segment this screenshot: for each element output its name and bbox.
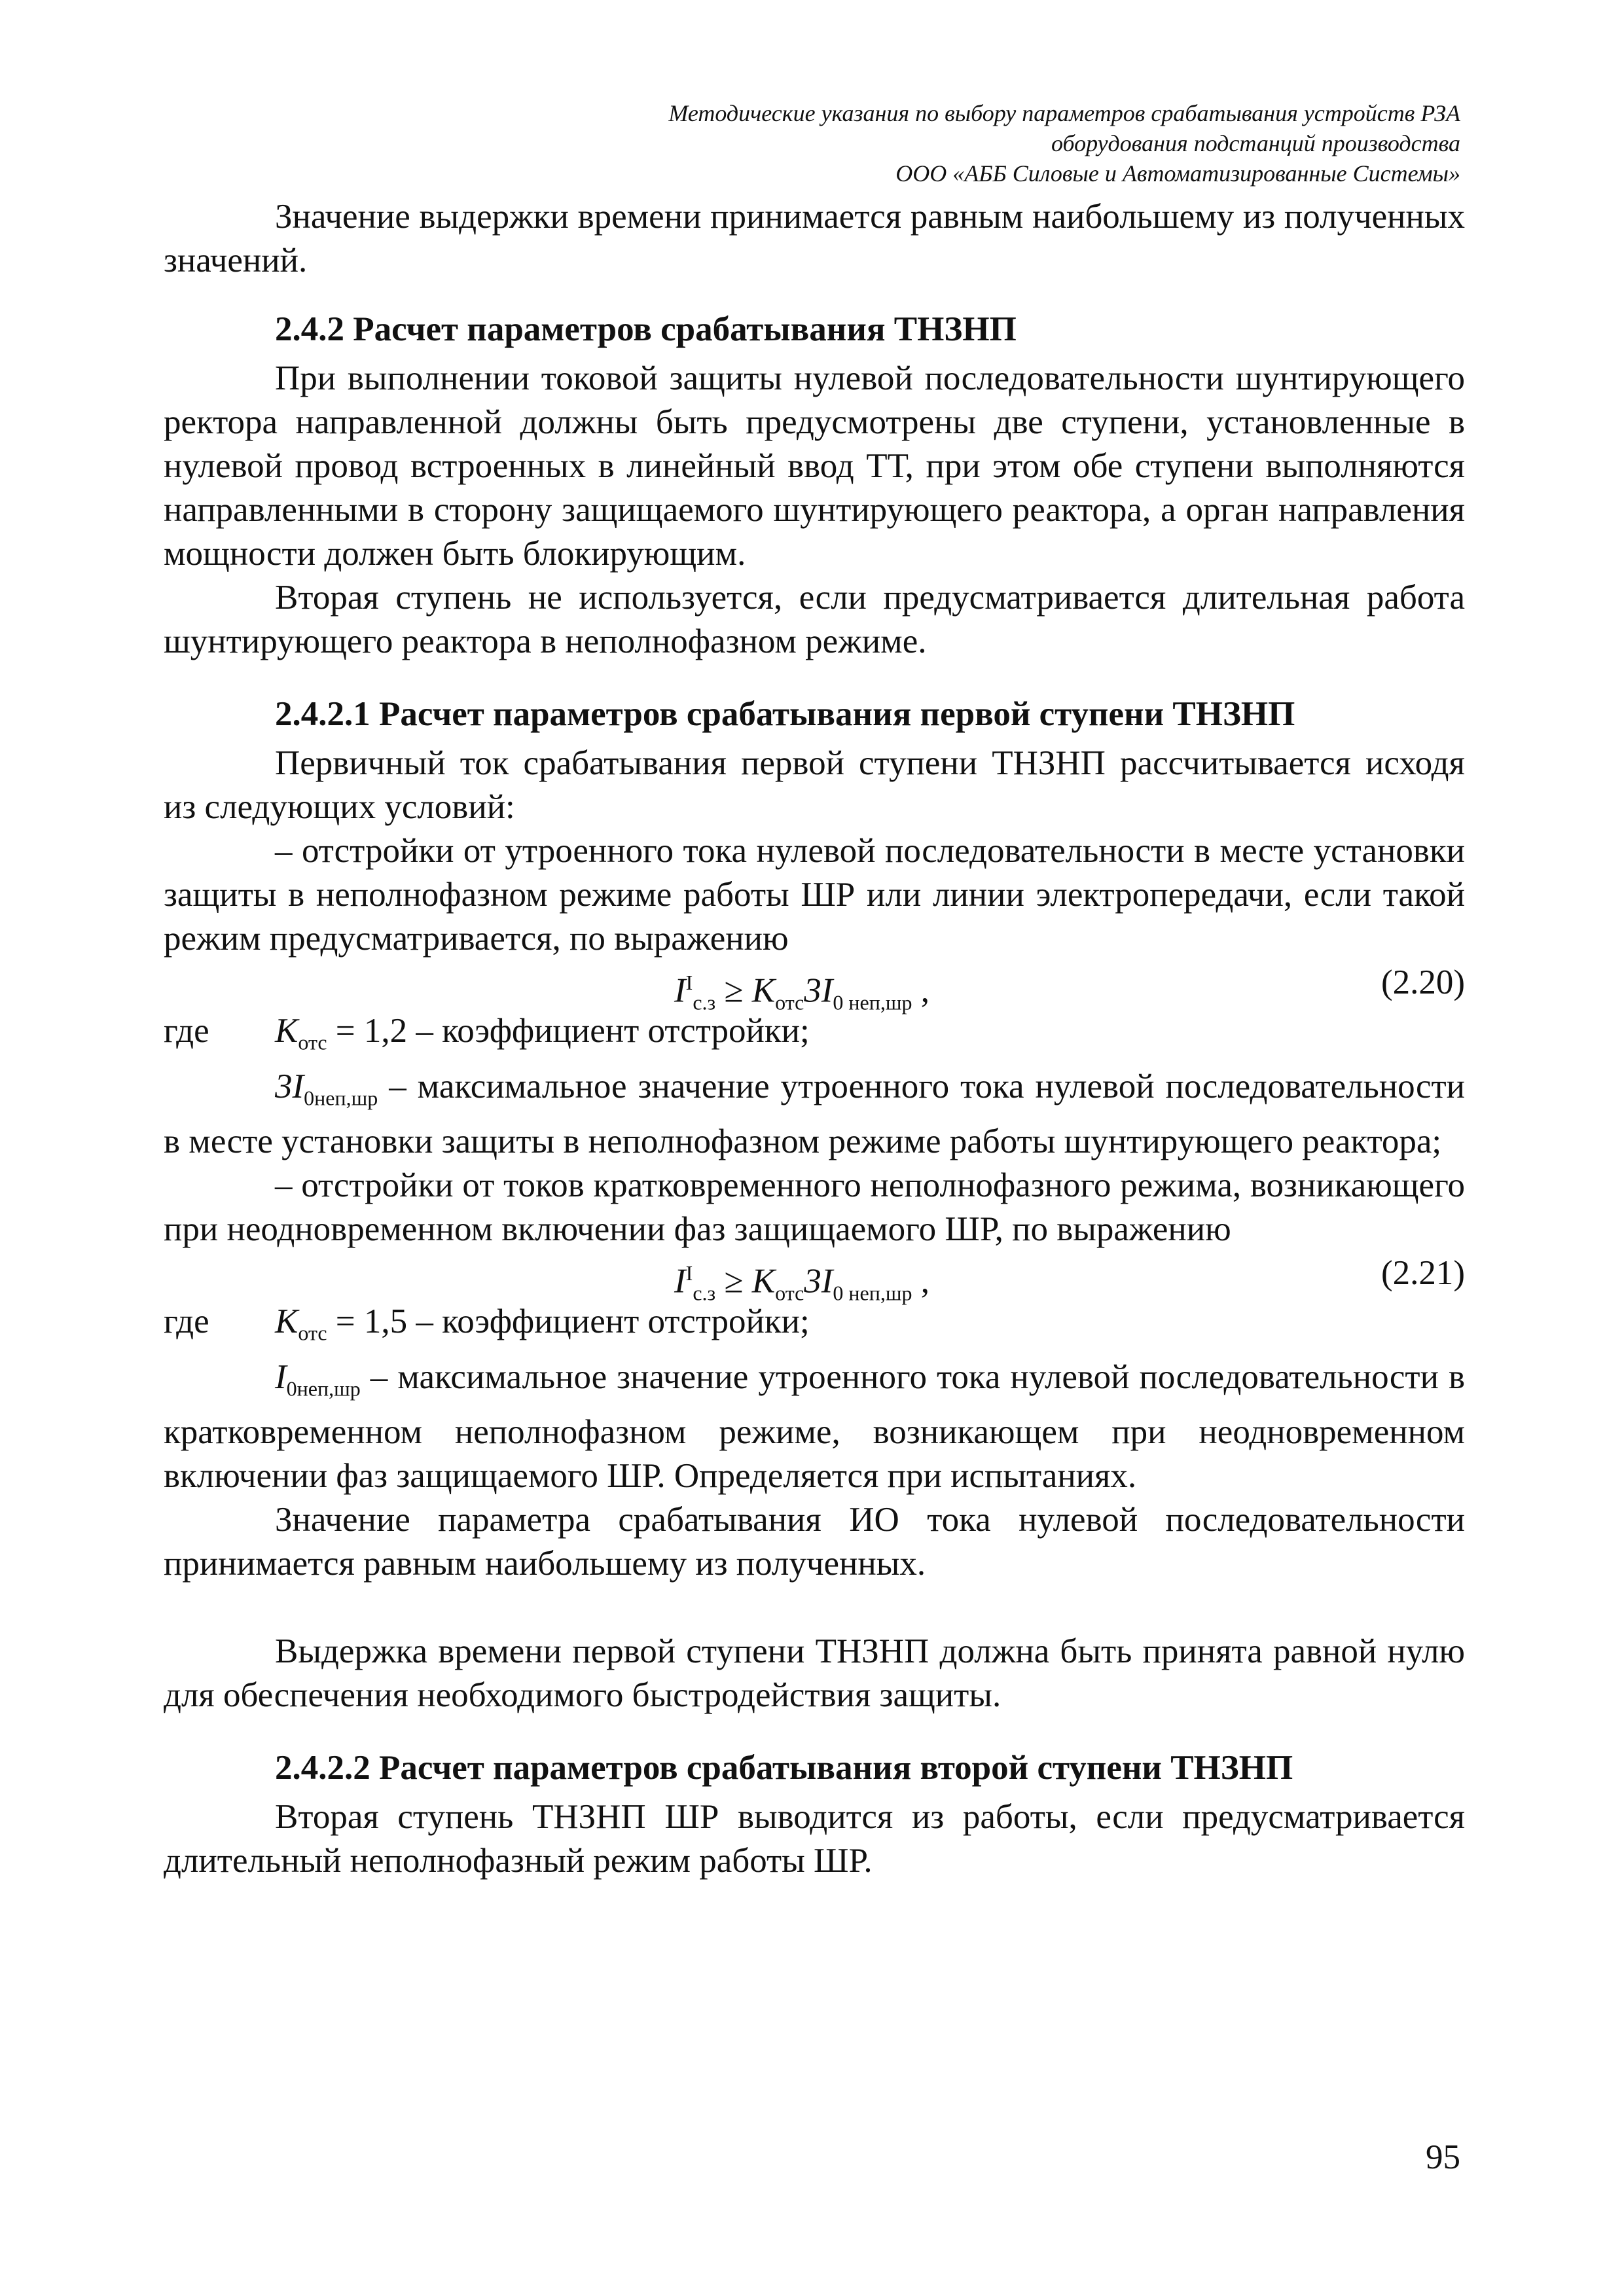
paragraph: Вторая ступень ТНЗНП ШР выводится из работы, если предусматривается длительный неполнофазный режим работы ШР. [164, 1798, 1465, 1880]
formula-expression: $I^I_{с.з} \ge K_{отс}3I_{0 неп,шр}$ , [674, 1261, 930, 1305]
definition-i0: $I_{0неп,шр}$ – максимальное значение утроенного тока нулевой последовательности в кратковременном неполнофазном режиме, возникающем при неодновременном включении фаз защищаемого ШР. Определяется при испытаниях. [164, 1357, 1465, 1496]
page-header [478, 98, 1460, 188]
header-line-2: оборудования подстанций производства [1051, 130, 1460, 156]
paragraph: Первичный ток срабатывания первой ступени ТНЗНП рассчитывается исходя из следующих условий: [164, 744, 1465, 826]
condition-paragraph: – отстройки от токов кратковременного неполнофазного режима, возникающего при неодновременном включении фаз защищаемого ШР, по выражению [164, 1166, 1465, 1249]
formula-2-21 [164, 1251, 1465, 1305]
header-line-1: Методические указания по выбору параметров срабатывания устройств РЗА [668, 100, 1460, 126]
intro-paragraph: Значение выдержки времени принимается равным наибольшему из полученных значений. [164, 198, 1465, 279]
page-number: 95 [1426, 2138, 1460, 2176]
formula-expression: $I^I_{с.з} \ge K_{отс}3I_{0 неп,шр}$ , [674, 971, 930, 1014]
header-line-3: ООО «АББ Силовые и Автоматизированные Системы» [895, 160, 1460, 187]
formula-number: (2.21) [1380, 1254, 1465, 1293]
where-label: где [164, 1302, 209, 1341]
section-heading-2-4-2-1: 2.4.2.1 Расчет параметров срабатывания первой ступени ТНЗНП [275, 695, 1295, 733]
paragraph: Вторая ступень не используется, если предусматривается длительная работа шунтирующего реактора в неполнофазном режиме. [164, 579, 1465, 660]
definition-text: $K_{отс} = 1,5$ – коэффициент отстройки; [275, 1302, 810, 1345]
spacer [164, 1586, 1465, 1630]
page-body [164, 195, 1465, 1883]
section-heading-2-4-2-2: 2.4.2.2 Расчет параметров срабатывания второй ступени ТНЗНП [275, 1749, 1293, 1787]
paragraph: Выдержка времени первой ступени ТНЗНП должна быть принята равной нулю для обеспечения необходимого быстродействия защиты. [164, 1632, 1465, 1715]
paragraph: Значение параметра срабатывания ИО тока нулевой последовательности принимается равным наибольшему из полученных. [164, 1501, 1465, 1583]
paragraph: При выполнении токовой защиты нулевой последовательности шунтирующего ректора направленной должны быть предусмотрены две ступени, установленные в нулевой провод встроенных в линейный ввод ТТ, при этом обе ступени выполняются направленными в сторону защищаемого шунтирующего реактора, а орган направления мощности должен быть блокирующим. [164, 359, 1465, 573]
section-heading-2-4-2: 2.4.2 Расчет параметров срабатывания ТНЗНП [275, 310, 1017, 348]
definition-text: $K_{отс} = 1,2$ – коэффициент отстройки; [275, 1012, 810, 1054]
formula-2-20 [164, 961, 1465, 1014]
formula-number: (2.20) [1380, 963, 1465, 1001]
definition-3i0: $3I_{0неп,шр}$ – максимальное значение утроенного тока нулевой последовательности в месте установки защиты в неполнофазном режиме работы шунтирующего реактора; [164, 1067, 1465, 1161]
where-label: где [164, 1012, 209, 1050]
condition-paragraph: – отстройки от утроенного тока нулевой последовательности в месте установки защиты в неполнофазном режиме работы ШР или линии электропередачи, если такой режим предусматривается, по выражению [164, 832, 1465, 958]
